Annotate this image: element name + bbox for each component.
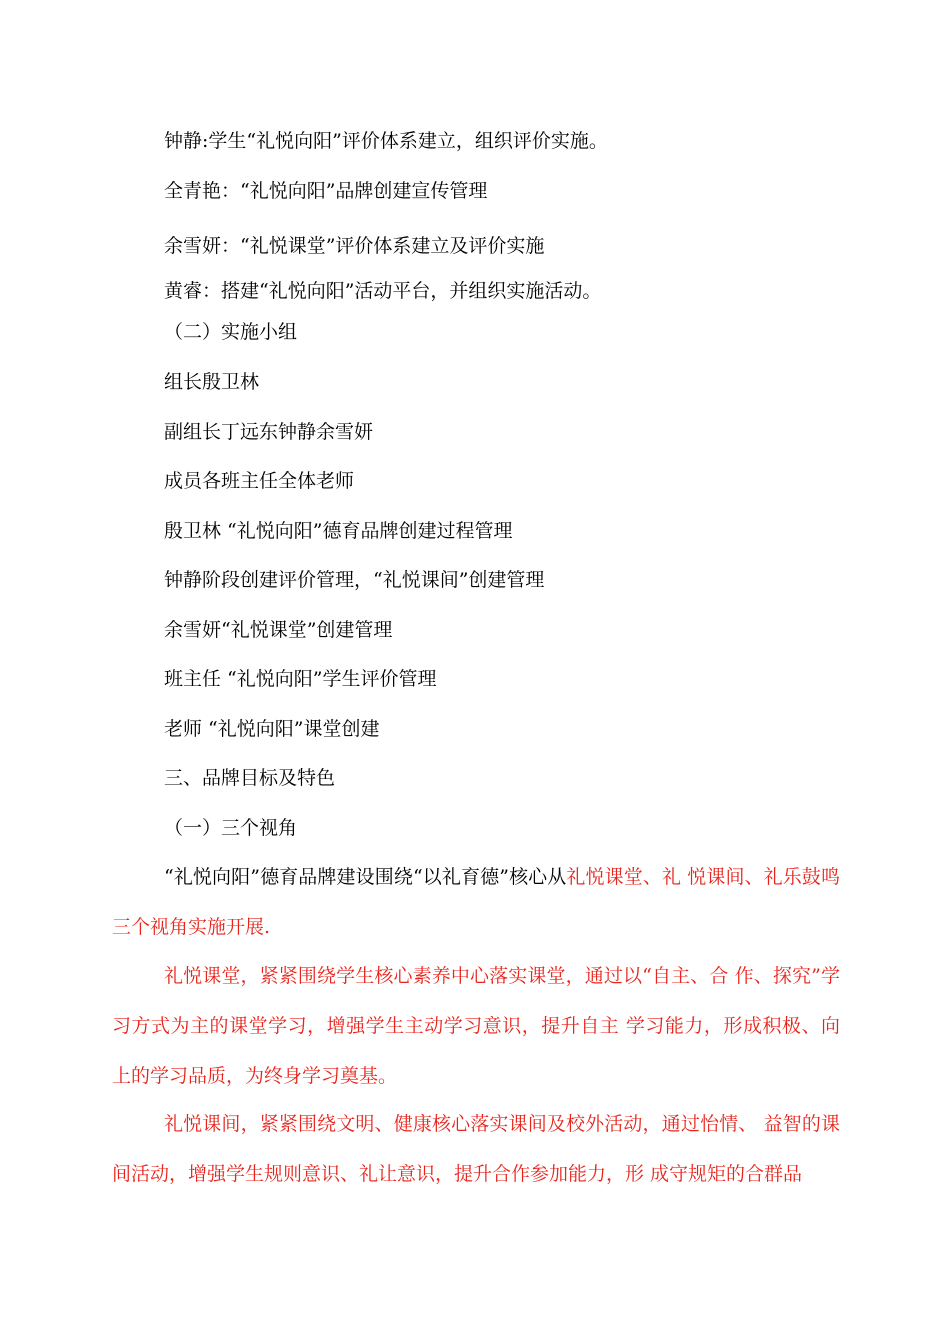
paragraph-liyue-classroom: 礼悦课堂，紧紧围绕学生核心素养中心落实课堂，通过以“自主、合 作、探究”学习方式为主的课堂学习，增强学生主动学习意识，提升自主 学习能力，形成积极、向上的学习品质，为终身学习奠基。 xyxy=(112,965,840,1087)
members-line: 成员各班主任全体老师 xyxy=(164,470,355,492)
duty-line-huangrui: 黄睿：搭建“礼悦向阳”活动平台，并组织实施活动。 xyxy=(164,280,602,302)
paragraph-three-perspectives xyxy=(112,852,840,952)
section-heading-implementation-group: （二）实施小组 xyxy=(164,321,298,343)
role-line-yuxueyan: 余雪妍“礼悦课堂”创建管理 xyxy=(164,619,393,641)
paragraph-liyue-break: 礼悦课间，紧紧围绕文明、健康核心落实课间及校外活动，通过怡情、 益智的课间活动，增强学生规则意识、礼让意识，提升合作参加能力，形 成守规矩的合群品 xyxy=(112,1113,840,1185)
role-line-yinweilin: 殷卫林 “礼悦向阳”德育品牌创建过程管理 xyxy=(164,520,513,542)
role-line-zhongjing: 钟静阶段创建评价管理，“礼悦课间”创建管理 xyxy=(164,569,545,591)
duty-line-yuxueyan: 余雪妍：“礼悦课堂”评价体系建立及评价实施 xyxy=(164,235,545,257)
role-line-class-teacher: 班主任 “礼悦向阳”学生评价管理 xyxy=(164,668,437,690)
group-leader-line: 组长殷卫林 xyxy=(164,371,260,393)
deputy-leader-line: 副组长丁远东钟静余雪妍 xyxy=(164,421,374,443)
paragraph-intro-text: “礼悦向阳”德育品牌建设围绕“以礼育德”核心从 xyxy=(164,866,567,888)
duty-line-zhongjing: 钟静:学生“礼悦向阳”评价体系建立，组织评价实施。 xyxy=(164,130,608,152)
duty-line-quanqingyan: 全青艳：“礼悦向阳”品牌创建宣传管理 xyxy=(164,180,488,202)
paragraph-highlight-text: 礼悦课堂、礼 悦课间、礼乐鼓鸣三个视角实施开展. xyxy=(112,866,840,938)
role-line-teacher: 老师 “礼悦向阳”课堂创建 xyxy=(164,718,380,740)
subsection-heading-three-perspectives: （一）三个视角 xyxy=(164,817,298,839)
section-heading-brand-goals: 三、品牌目标及特色 xyxy=(164,767,336,789)
